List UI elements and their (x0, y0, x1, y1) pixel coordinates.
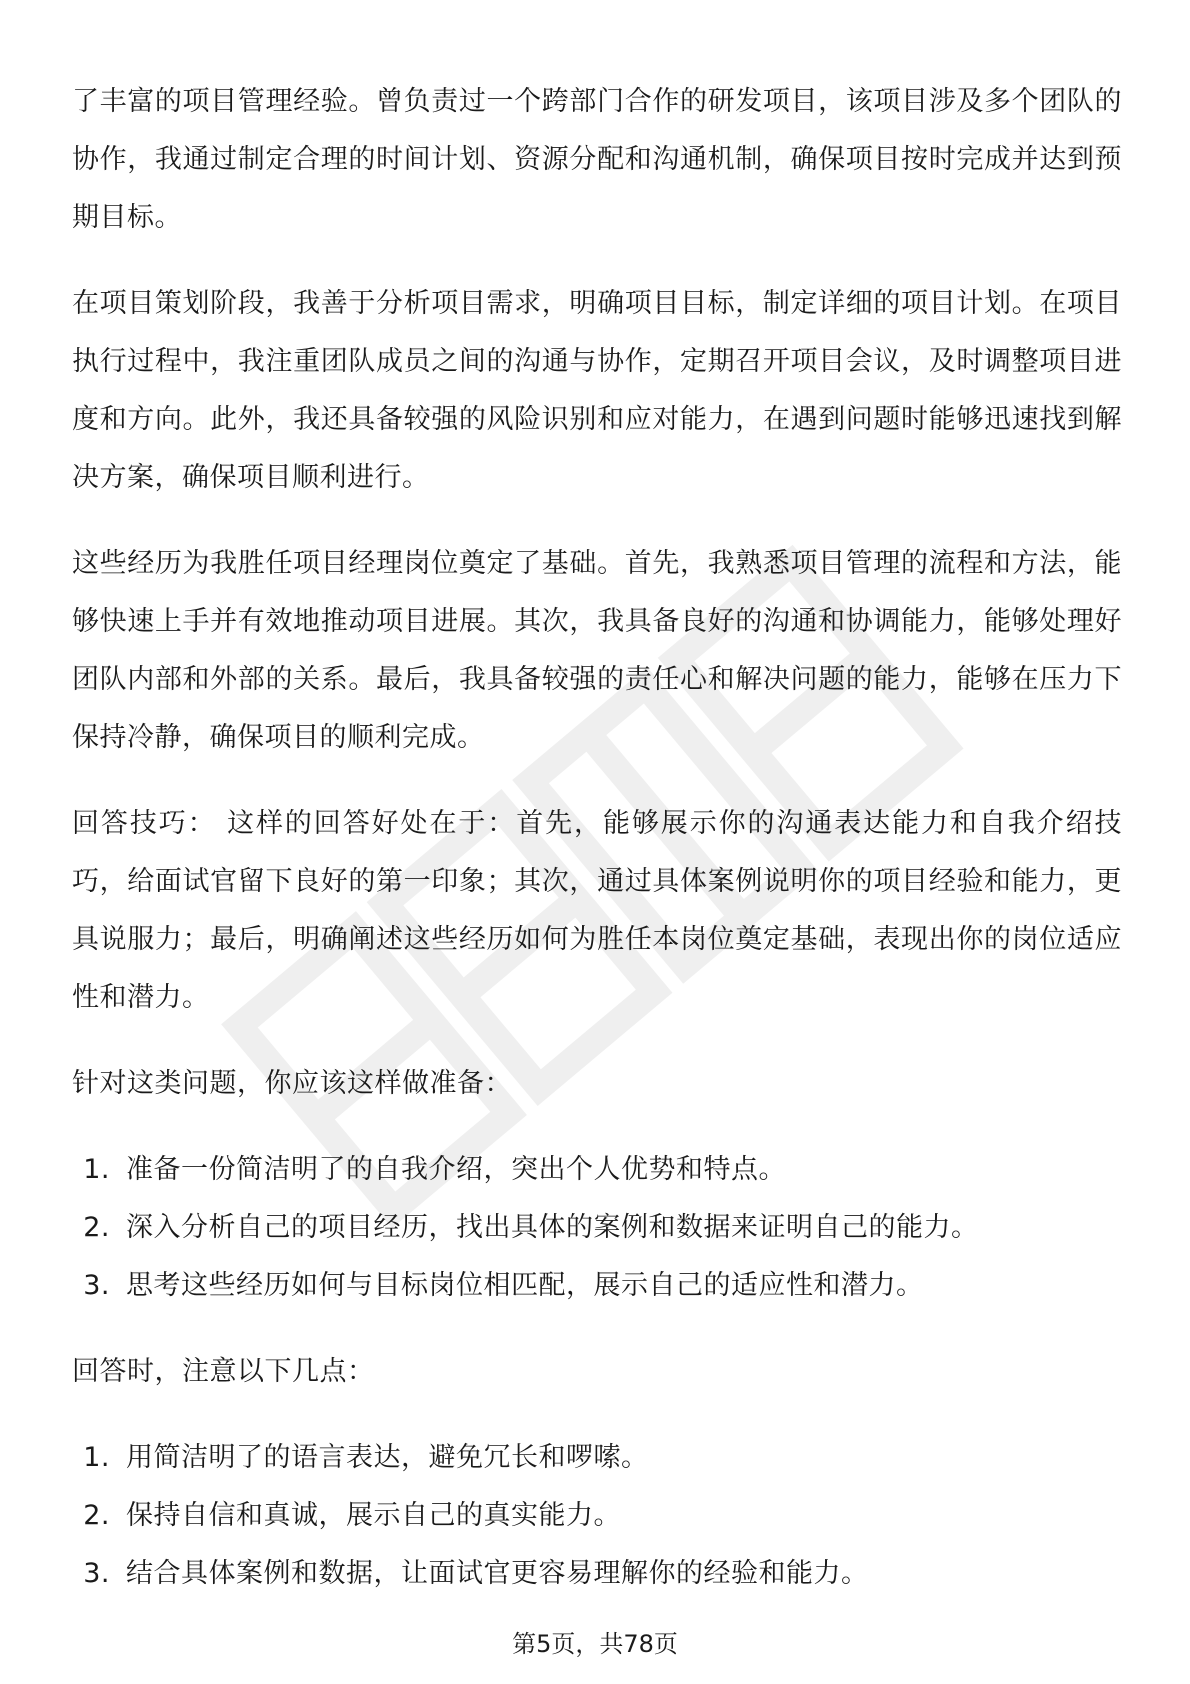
list-item (72, 1257, 1122, 1315)
list-text: 保持自信和真诚，展示自己的真实能力。 (126, 1500, 621, 1531)
list-text: 结合具体案例和数据，让面试官更容易理解你的经验和能力。 (126, 1558, 869, 1589)
list-number: 3. (83, 1270, 110, 1301)
paragraph-planning-skills: 在项目策划阶段，我善于分析项目需求，明确项目目标，制定详细的项目计划。在项目执行过程中，我注重团队成员之间的沟通与协作，定期召开项目会议，及时调整项目进度和方向。此外，我还具备较强的风险识别和应对能力，在遇到问题时能够迅速找到解决方案，确保项目顺利进行。 (72, 288, 1122, 493)
list-text: 思考这些经历如何与目标岗位相匹配，展示自己的适应性和潜力。 (126, 1270, 924, 1301)
paragraph-answer-tips: 回答技巧： 这样的回答好处在于：首先，能够展示你的沟通表达能力和自我介绍技巧，给面试官留下良好的第一印象；其次，通过具体案例说明你的项目经验和能力，更具说服力；最后，明确阐述这些经历如何为胜任本岗位奠定基础，表现出你的岗位适应性和潜力。 (72, 808, 1122, 1013)
list-item (72, 1545, 1122, 1603)
list-text: 用简洁明了的语言表达，避免冗长和啰嗦。 (126, 1442, 649, 1473)
list-number: 1. (83, 1442, 110, 1473)
list-item (72, 1141, 1122, 1199)
list-number: 2. (83, 1500, 110, 1531)
answer-list (72, 1429, 1122, 1603)
list-item (72, 1429, 1122, 1487)
list-text: 准备一份简洁明了的自我介绍，突出个人优势和特点。 (126, 1154, 786, 1185)
paragraph-qualification: 这些经历为我胜任项目经理岗位奠定了基础。首先，我熟悉项目管理的流程和方法，能够快速上手并有效地推动项目进展。其次，我具备良好的沟通和协调能力，能够处理好团队内部和外部的关系。最后，我具备较强的责任心和解决问题的能力，能够在压力下保持冷静，确保项目的顺利完成。 (72, 548, 1122, 753)
main-content (72, 73, 1122, 1631)
list-number: 2. (83, 1212, 110, 1243)
paragraph-project-experience: 了丰富的项目管理经验。曾负责过一个跨部门合作的研发项目，该项目涉及多个团队的协作，我通过制定合理的时间计划、资源分配和沟通机制，确保项目按时完成并达到预期目标。 (72, 86, 1122, 233)
list-item (72, 1487, 1122, 1545)
page-number-footer: 第5页，共78页 (512, 1630, 678, 1658)
list-item (72, 1199, 1122, 1257)
paragraph-answer-intro: 回答时，注意以下几点： (72, 1356, 375, 1387)
paragraph-prepare-intro: 针对这类问题，你应该这样做准备： (72, 1068, 512, 1099)
list-text: 深入分析自己的项目经历，找出具体的案例和数据来证明自己的能力。 (126, 1212, 979, 1243)
prepare-list (72, 1141, 1122, 1315)
list-number: 3. (83, 1558, 110, 1589)
list-number: 1. (83, 1154, 110, 1185)
